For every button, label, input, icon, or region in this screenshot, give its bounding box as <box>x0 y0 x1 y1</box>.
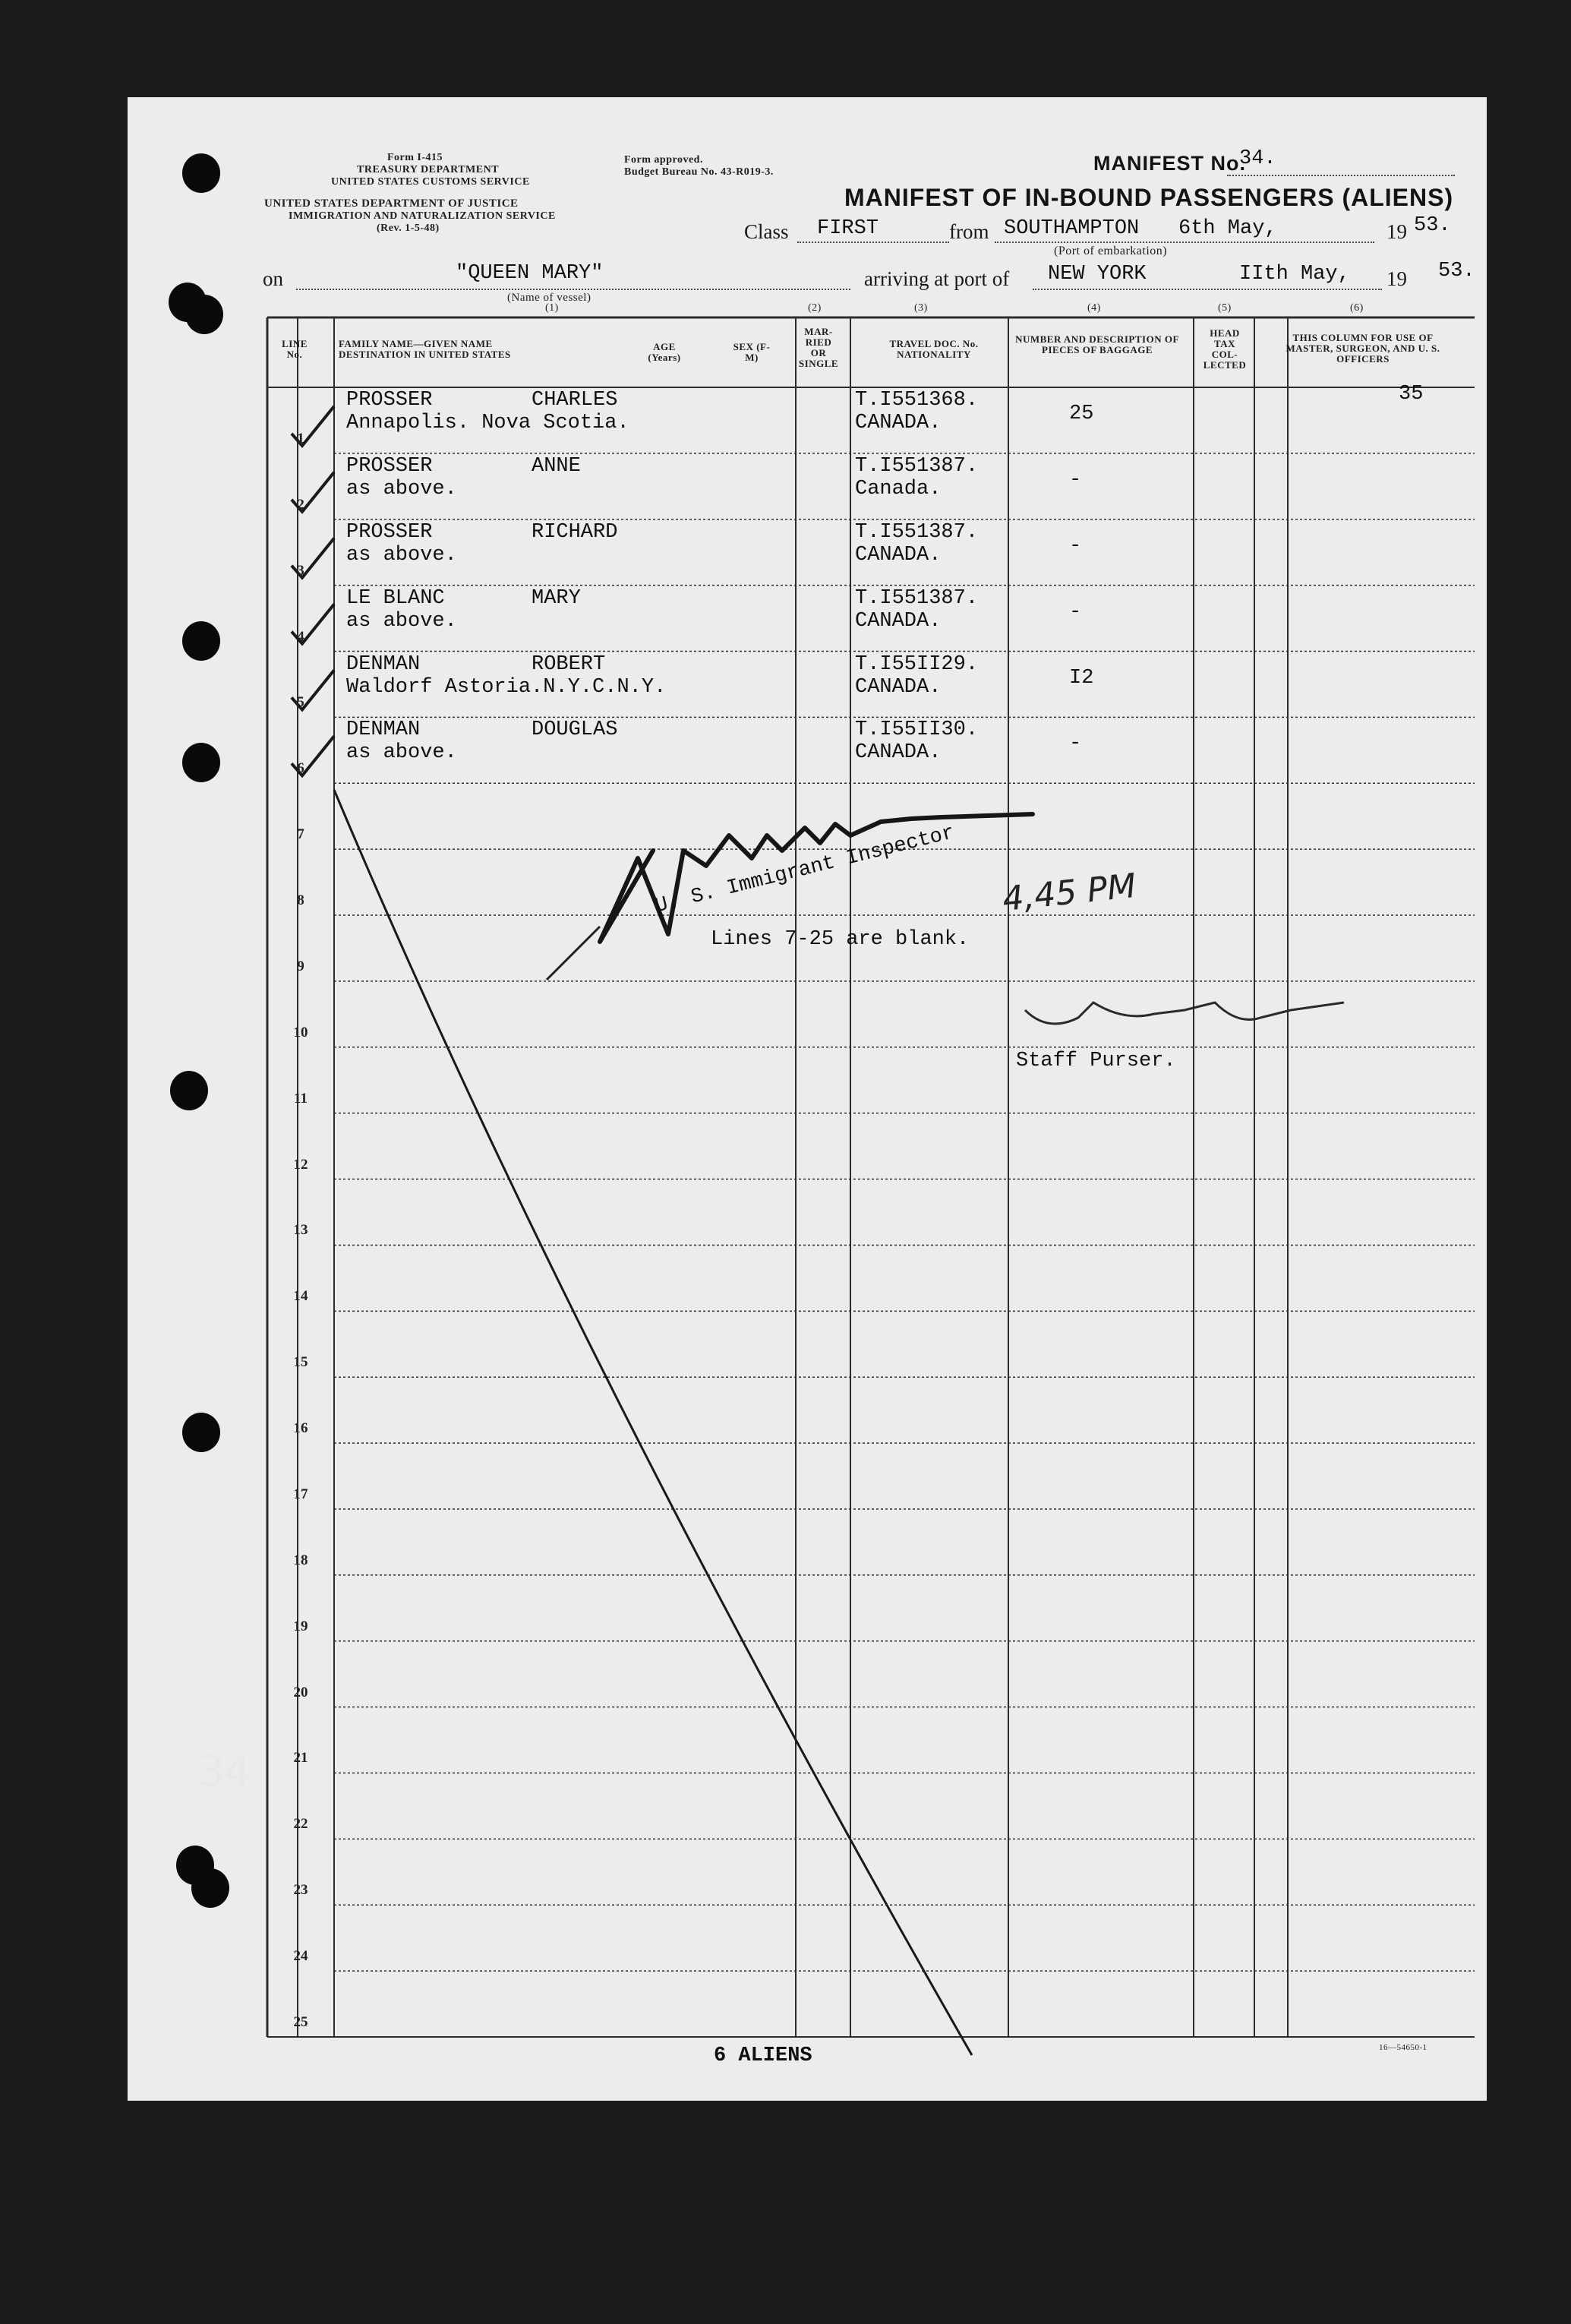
passenger-travel-doc: T.I551387. <box>855 454 979 478</box>
from-label: from <box>949 220 989 243</box>
form-approved: Form approved. <box>624 154 703 166</box>
col-header-line-no: LINE No. <box>282 338 308 360</box>
passenger-baggage: - <box>1069 732 1082 756</box>
passenger-given-name: CHARLES <box>532 389 618 412</box>
doj: UNITED STATES DEPARTMENT OF JUSTICE <box>264 197 519 210</box>
passenger-nationality: CANADA. <box>855 412 942 434</box>
passenger-baggage: - <box>1069 534 1082 557</box>
line-number: 10 <box>293 1024 308 1040</box>
passenger-destination: as above. <box>346 741 457 765</box>
vessel-note: (Name of vessel) <box>507 292 591 304</box>
year-2: 53. <box>1438 260 1475 283</box>
departure-port: SOUTHAMPTON <box>1004 217 1140 240</box>
line-number: 1 <box>297 430 304 447</box>
passenger-given-name: ANNE <box>532 454 581 478</box>
margin-number: 34 <box>197 1747 252 1796</box>
passenger-destination: as above. <box>346 477 457 500</box>
vessel-name: "QUEEN MARY" <box>456 262 604 285</box>
line-number: 20 <box>293 1684 308 1700</box>
departure-date: 6th May, <box>1178 217 1277 240</box>
col-number-4: (4) <box>1087 302 1101 314</box>
passenger-given-name: ROBERT <box>532 652 606 676</box>
line-number: 17 <box>293 1486 308 1502</box>
line-number: 18 <box>293 1552 308 1568</box>
line-number: 13 <box>293 1222 308 1239</box>
line-number: 23 <box>293 1882 308 1899</box>
col-number-3: (3) <box>914 302 928 314</box>
passenger-travel-doc: T.I551387. <box>855 520 979 544</box>
budget-bureau: Budget Bureau No. 43-R019-3. <box>624 166 774 178</box>
passenger-family-name: DENMAN <box>346 652 421 676</box>
class-label: Class <box>744 220 789 243</box>
passenger-given-name: MARY <box>532 586 581 610</box>
ins: IMMIGRATION AND NATURALIZATION SERVICE <box>289 210 556 222</box>
passenger-baggage: 25 <box>1069 403 1094 425</box>
col-header-sex: SEX (F-M) <box>733 341 771 363</box>
purser-label: Staff Purser. <box>1016 1050 1176 1072</box>
customs-service: UNITED STATES CUSTOMS SERVICE <box>331 176 530 188</box>
blank-lines-note: Lines 7-25 are blank. <box>711 928 970 951</box>
col-header-baggage: NUMBER AND DESCRIPTION OF PIECES OF BAGGAGE <box>1015 333 1179 355</box>
line-number: 4 <box>297 628 304 645</box>
passenger-nationality: CANADA. <box>855 543 942 567</box>
col-header-name: FAMILY NAME—GIVEN NAME DESTINATION IN UNITED STATES <box>339 338 511 360</box>
passenger-destination: as above. <box>346 609 457 633</box>
line-number: 5 <box>297 694 304 711</box>
year-prefix-2: 19 <box>1386 267 1407 290</box>
passenger-family-name: PROSSER <box>346 389 433 412</box>
line-number: 25 <box>293 2014 308 2030</box>
passenger-nationality: CANADA. <box>855 609 942 633</box>
passenger-given-name: DOUGLAS <box>532 718 618 742</box>
arrival-date: IIth May, <box>1239 263 1350 286</box>
col-header-married: MAR-RIED OR SINGLE <box>798 326 839 369</box>
port-embarkation-note: (Port of embarkation) <box>1054 245 1168 257</box>
passenger-family-name: LE BLANC <box>346 586 445 610</box>
passenger-baggage: - <box>1069 600 1082 624</box>
class-value: FIRST <box>817 217 879 240</box>
line-number: 22 <box>293 1816 308 1833</box>
revision: (Rev. 1-5-48) <box>377 223 440 234</box>
page-title: MANIFEST OF IN-BOUND PASSENGERS (ALIENS) <box>844 184 1454 211</box>
col-header-officers: THIS COLUMN FOR USE OF MASTER, SURGEON, AND U. S. OFFICERS <box>1286 332 1440 365</box>
year-1: 53. <box>1414 214 1451 237</box>
line-number: 21 <box>293 1750 308 1767</box>
passenger-travel-doc: T.I55II30. <box>855 718 979 742</box>
line-number: 24 <box>293 1948 308 1965</box>
line-number: 16 <box>293 1420 308 1437</box>
line-number: 6 <box>297 760 304 777</box>
passenger-given-name: RICHARD <box>532 520 618 544</box>
officer-mark: 35 <box>1399 383 1424 406</box>
manifest-number-label: MANIFEST No. <box>1093 152 1246 175</box>
line-number: 19 <box>293 1618 308 1634</box>
col-number-5: (5) <box>1218 302 1232 314</box>
line-number: 11 <box>294 1090 308 1107</box>
passenger-family-name: PROSSER <box>346 454 433 478</box>
on-label: on <box>263 267 283 290</box>
arriving-label: arriving at port of <box>864 267 1010 290</box>
passenger-nationality: Canada. <box>855 477 942 500</box>
line-number: 15 <box>293 1354 308 1371</box>
inspector-label: U. S. Immigrant Inspector <box>653 822 957 919</box>
passenger-nationality: CANADA. <box>855 675 942 699</box>
passenger-destination: Waldorf Astoria.N.Y.C.N.Y. <box>346 675 667 699</box>
treasury-dept: TREASURY DEPARTMENT <box>357 164 500 175</box>
passenger-travel-doc: T.I551387. <box>855 586 979 610</box>
passenger-destination: as above. <box>346 543 457 567</box>
line-number: 2 <box>297 496 304 513</box>
line-number: 14 <box>293 1288 308 1305</box>
col-number-2: (2) <box>808 302 822 314</box>
passenger-baggage: I2 <box>1069 666 1094 690</box>
passenger-travel-doc: T.I551368. <box>855 389 979 412</box>
col-number-6: (6) <box>1350 302 1364 314</box>
time-note: 4,45 PM <box>1000 866 1138 920</box>
passenger-destination: Annapolis. Nova Scotia. <box>346 412 629 434</box>
line-number: 12 <box>293 1156 308 1173</box>
line-number: 9 <box>297 958 304 974</box>
passenger-travel-doc: T.I55II29. <box>855 652 979 676</box>
passenger-family-name: PROSSER <box>346 520 433 544</box>
passenger-nationality: CANADA. <box>855 741 942 765</box>
year-prefix-1: 19 <box>1386 220 1407 243</box>
line-number: 8 <box>297 892 304 909</box>
col-header-age: AGE (Years) <box>648 341 681 363</box>
passenger-baggage: - <box>1069 468 1082 491</box>
aliens-total: 6 ALIENS <box>714 2045 812 2067</box>
col-header-travel-doc: TRAVEL DOC. No. NATIONALITY <box>889 338 979 360</box>
manifest-number: 34. <box>1239 147 1276 170</box>
passenger-family-name: DENMAN <box>346 718 421 742</box>
form-number: Form I-415 <box>387 152 443 163</box>
col-number-1: (1) <box>545 302 559 314</box>
form-code: 16—54650-1 <box>1379 2043 1427 2052</box>
line-number: 7 <box>297 826 304 843</box>
arrival-port: NEW YORK <box>1048 263 1147 286</box>
line-number: 3 <box>297 562 304 579</box>
col-header-head-tax: HEAD TAX COL-LECTED <box>1203 327 1247 371</box>
